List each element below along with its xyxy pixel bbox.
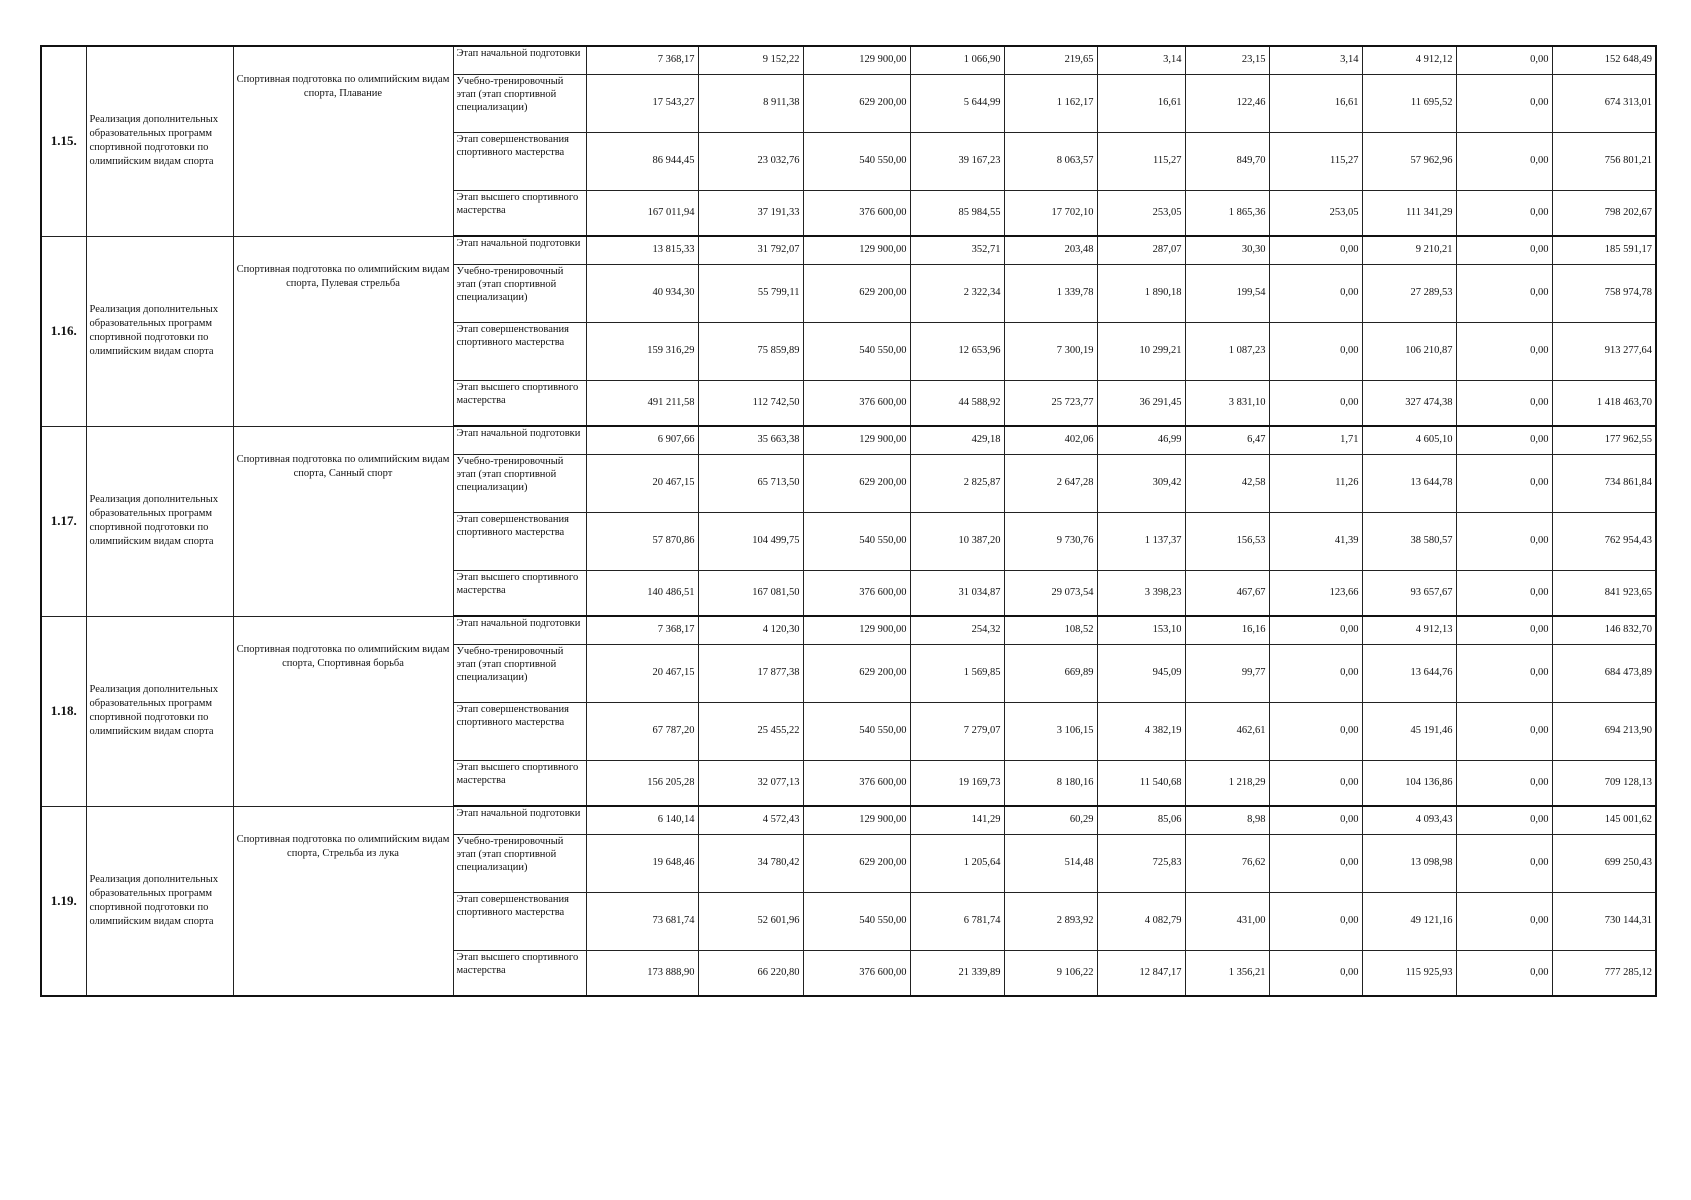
value-cell: 31 034,87 — [910, 570, 1004, 616]
value-cell: 1 137,37 — [1097, 512, 1185, 570]
value-cell: 9 730,76 — [1004, 512, 1097, 570]
value-cell: 75 859,89 — [698, 322, 803, 380]
value-cell: 34 780,42 — [698, 834, 803, 892]
value-cell: 173 888,90 — [586, 950, 698, 996]
value-cell: 1 339,78 — [1004, 264, 1097, 322]
value-cell: 540 550,00 — [803, 322, 910, 380]
value-cell: 756 801,21 — [1552, 132, 1656, 190]
value-cell: 725,83 — [1097, 834, 1185, 892]
value-cell: 66 220,80 — [698, 950, 803, 996]
stage-name: Этап высшего спортивного мастерства — [453, 950, 586, 996]
value-cell: 93 657,67 — [1362, 570, 1456, 616]
stage-name: Этап высшего спортивного мастерства — [453, 190, 586, 236]
value-cell: 8 063,57 — [1004, 132, 1097, 190]
value-cell: 76,62 — [1185, 834, 1269, 892]
value-cell: 699 250,43 — [1552, 834, 1656, 892]
value-cell: 13 644,78 — [1362, 454, 1456, 512]
program-name: Спортивная подготовка по олимпийским видам спорта, Пулевая стрельба — [233, 236, 453, 426]
value-cell: 29 073,54 — [1004, 570, 1097, 616]
program-name: Спортивная подготовка по олимпийским видам спорта, Спортивная борьба — [233, 616, 453, 806]
value-cell: 17 543,27 — [586, 74, 698, 132]
table-body — [41, 46, 1656, 996]
program-name: Спортивная подготовка по олимпийским видам спорта, Стрельба из лука — [233, 806, 453, 996]
value-cell: 253,05 — [1097, 190, 1185, 236]
value-cell: 429,18 — [910, 426, 1004, 454]
value-cell: 777 285,12 — [1552, 950, 1656, 996]
value-cell: 40 934,30 — [586, 264, 698, 322]
value-cell: 798 202,67 — [1552, 190, 1656, 236]
value-cell: 57 962,96 — [1362, 132, 1456, 190]
value-cell: 13 644,76 — [1362, 644, 1456, 702]
value-cell: 758 974,78 — [1552, 264, 1656, 322]
stage-name: Этап совершенствования спортивного мастерства — [453, 702, 586, 760]
stage-name: Этап начальной подготовки — [453, 426, 586, 454]
value-cell: 4 572,43 — [698, 806, 803, 834]
value-cell: 108,52 — [1004, 616, 1097, 644]
value-cell: 0,00 — [1456, 702, 1552, 760]
value-cell: 39 167,23 — [910, 132, 1004, 190]
table-row — [41, 616, 1656, 644]
value-cell: 4 082,79 — [1097, 892, 1185, 950]
value-cell: 540 550,00 — [803, 702, 910, 760]
value-cell: 0,00 — [1269, 264, 1362, 322]
cost-table — [40, 45, 1657, 997]
value-cell: 0,00 — [1456, 570, 1552, 616]
value-cell: 55 799,11 — [698, 264, 803, 322]
value-cell: 3 106,15 — [1004, 702, 1097, 760]
value-cell: 44 588,92 — [910, 380, 1004, 426]
stage-name: Этап высшего спортивного мастерства — [453, 380, 586, 426]
value-cell: 1 162,17 — [1004, 74, 1097, 132]
value-cell: 462,61 — [1185, 702, 1269, 760]
value-cell: 21 339,89 — [910, 950, 1004, 996]
value-cell: 38 580,57 — [1362, 512, 1456, 570]
item-number: 1.18. — [41, 616, 86, 806]
value-cell: 467,67 — [1185, 570, 1269, 616]
value-cell: 9 210,21 — [1362, 236, 1456, 264]
value-cell: 540 550,00 — [803, 892, 910, 950]
value-cell: 0,00 — [1456, 236, 1552, 264]
value-cell: 42,58 — [1185, 454, 1269, 512]
value-cell: 23 032,76 — [698, 132, 803, 190]
value-cell: 0,00 — [1456, 760, 1552, 806]
value-cell: 0,00 — [1269, 616, 1362, 644]
value-cell: 129 900,00 — [803, 236, 910, 264]
value-cell: 112 742,50 — [698, 380, 803, 426]
value-cell: 1 890,18 — [1097, 264, 1185, 322]
value-cell: 85 984,55 — [910, 190, 1004, 236]
value-cell: 309,42 — [1097, 454, 1185, 512]
value-cell: 36 291,45 — [1097, 380, 1185, 426]
value-cell: 46,99 — [1097, 426, 1185, 454]
value-cell: 31 792,07 — [698, 236, 803, 264]
value-cell: 129 900,00 — [803, 46, 910, 74]
value-cell: 674 313,01 — [1552, 74, 1656, 132]
value-cell: 514,48 — [1004, 834, 1097, 892]
value-cell: 12 847,17 — [1097, 950, 1185, 996]
value-cell: 37 191,33 — [698, 190, 803, 236]
value-cell: 1 205,64 — [910, 834, 1004, 892]
value-cell: 0,00 — [1269, 760, 1362, 806]
value-cell: 45 191,46 — [1362, 702, 1456, 760]
value-cell: 25 723,77 — [1004, 380, 1097, 426]
value-cell: 0,00 — [1269, 834, 1362, 892]
value-cell: 8 911,38 — [698, 74, 803, 132]
value-cell: 6,47 — [1185, 426, 1269, 454]
value-cell: 376 600,00 — [803, 380, 910, 426]
value-cell: 4 093,43 — [1362, 806, 1456, 834]
value-cell: 86 944,45 — [586, 132, 698, 190]
value-cell: 0,00 — [1456, 454, 1552, 512]
value-cell: 67 787,20 — [586, 702, 698, 760]
value-cell: 16,16 — [1185, 616, 1269, 644]
value-cell: 4 382,19 — [1097, 702, 1185, 760]
value-cell: 17 877,38 — [698, 644, 803, 702]
value-cell: 0,00 — [1456, 426, 1552, 454]
value-cell: 2 647,28 — [1004, 454, 1097, 512]
value-cell: 0,00 — [1456, 644, 1552, 702]
program-name: Спортивная подготовка по олимпийским видам спорта, Санный спорт — [233, 426, 453, 616]
stage-name: Учебно-тренировочный этап (этап спортивной специализации) — [453, 834, 586, 892]
value-cell: 540 550,00 — [803, 512, 910, 570]
value-cell: 629 200,00 — [803, 644, 910, 702]
value-cell: 2 893,92 — [1004, 892, 1097, 950]
value-cell: 35 663,38 — [698, 426, 803, 454]
value-cell: 99,77 — [1185, 644, 1269, 702]
value-cell: 0,00 — [1456, 132, 1552, 190]
value-cell: 1 418 463,70 — [1552, 380, 1656, 426]
value-cell: 23,15 — [1185, 46, 1269, 74]
value-cell: 129 900,00 — [803, 806, 910, 834]
value-cell: 0,00 — [1269, 892, 1362, 950]
value-cell: 0,00 — [1456, 46, 1552, 74]
stage-name: Этап совершенствования спортивного мастерства — [453, 892, 586, 950]
value-cell: 3,14 — [1269, 46, 1362, 74]
value-cell: 6 781,74 — [910, 892, 1004, 950]
value-cell: 7 368,17 — [586, 616, 698, 644]
value-cell: 0,00 — [1269, 236, 1362, 264]
value-cell: 945,09 — [1097, 644, 1185, 702]
value-cell: 4 120,30 — [698, 616, 803, 644]
value-cell: 57 870,86 — [586, 512, 698, 570]
value-cell: 0,00 — [1456, 512, 1552, 570]
value-cell: 104 499,75 — [698, 512, 803, 570]
stage-name: Учебно-тренировочный этап (этап спортивной специализации) — [453, 264, 586, 322]
value-cell: 106 210,87 — [1362, 322, 1456, 380]
value-cell: 60,29 — [1004, 806, 1097, 834]
value-cell: 0,00 — [1269, 806, 1362, 834]
value-cell: 1 356,21 — [1185, 950, 1269, 996]
value-cell: 3 831,10 — [1185, 380, 1269, 426]
value-cell: 32 077,13 — [698, 760, 803, 806]
value-cell: 6 907,66 — [586, 426, 698, 454]
value-cell: 0,00 — [1456, 380, 1552, 426]
value-cell: 287,07 — [1097, 236, 1185, 264]
value-cell: 0,00 — [1456, 74, 1552, 132]
value-cell: 5 644,99 — [910, 74, 1004, 132]
value-cell: 376 600,00 — [803, 760, 910, 806]
value-cell: 629 200,00 — [803, 834, 910, 892]
value-cell: 629 200,00 — [803, 454, 910, 512]
value-cell: 1,71 — [1269, 426, 1362, 454]
value-cell: 19 169,73 — [910, 760, 1004, 806]
item-number: 1.16. — [41, 236, 86, 426]
table-row — [41, 806, 1656, 834]
value-cell: 153,10 — [1097, 616, 1185, 644]
value-cell: 669,89 — [1004, 644, 1097, 702]
value-cell: 684 473,89 — [1552, 644, 1656, 702]
value-cell: 629 200,00 — [803, 264, 910, 322]
value-cell: 145 001,62 — [1552, 806, 1656, 834]
value-cell: 156,53 — [1185, 512, 1269, 570]
value-cell: 167 011,94 — [586, 190, 698, 236]
value-cell: 376 600,00 — [803, 190, 910, 236]
value-cell: 20 467,15 — [586, 644, 698, 702]
value-cell: 491 211,58 — [586, 380, 698, 426]
value-cell: 11 540,68 — [1097, 760, 1185, 806]
value-cell: 19 648,46 — [586, 834, 698, 892]
value-cell: 431,00 — [1185, 892, 1269, 950]
value-cell: 4 605,10 — [1362, 426, 1456, 454]
table-row — [41, 236, 1656, 264]
stage-name: Этап высшего спортивного мастерства — [453, 570, 586, 616]
value-cell: 104 136,86 — [1362, 760, 1456, 806]
value-cell: 9 106,22 — [1004, 950, 1097, 996]
value-cell: 11,26 — [1269, 454, 1362, 512]
value-cell: 1 569,85 — [910, 644, 1004, 702]
value-cell: 849,70 — [1185, 132, 1269, 190]
stage-name: Этап начальной подготовки — [453, 236, 586, 264]
value-cell: 0,00 — [1269, 702, 1362, 760]
value-cell: 730 144,31 — [1552, 892, 1656, 950]
value-cell: 52 601,96 — [698, 892, 803, 950]
value-cell: 841 923,65 — [1552, 570, 1656, 616]
stage-name: Этап высшего спортивного мастерства — [453, 760, 586, 806]
value-cell: 402,06 — [1004, 426, 1097, 454]
value-cell: 12 653,96 — [910, 322, 1004, 380]
value-cell: 30,30 — [1185, 236, 1269, 264]
value-cell: 0,00 — [1456, 616, 1552, 644]
value-cell: 6 140,14 — [586, 806, 698, 834]
value-cell: 156 205,28 — [586, 760, 698, 806]
value-cell: 376 600,00 — [803, 570, 910, 616]
value-cell: 177 962,55 — [1552, 426, 1656, 454]
table-row — [41, 46, 1656, 74]
value-cell: 2 322,34 — [910, 264, 1004, 322]
value-cell: 0,00 — [1269, 950, 1362, 996]
value-cell: 41,39 — [1269, 512, 1362, 570]
value-cell: 7 279,07 — [910, 702, 1004, 760]
value-cell: 129 900,00 — [803, 616, 910, 644]
value-cell: 65 713,50 — [698, 454, 803, 512]
value-cell: 13 098,98 — [1362, 834, 1456, 892]
value-cell: 913 277,64 — [1552, 322, 1656, 380]
service-name: Реализация дополнительных образовательных программ спортивной подготовки по олимпийским видам спорта — [86, 616, 233, 806]
service-name: Реализация дополнительных образовательных программ спортивной подготовки по олимпийским видам спорта — [86, 426, 233, 616]
value-cell: 27 289,53 — [1362, 264, 1456, 322]
value-cell: 16,61 — [1269, 74, 1362, 132]
value-cell: 17 702,10 — [1004, 190, 1097, 236]
value-cell: 0,00 — [1269, 380, 1362, 426]
value-cell: 8,98 — [1185, 806, 1269, 834]
value-cell: 25 455,22 — [698, 702, 803, 760]
value-cell: 0,00 — [1269, 322, 1362, 380]
value-cell: 0,00 — [1456, 806, 1552, 834]
value-cell: 4 912,13 — [1362, 616, 1456, 644]
value-cell: 3 398,23 — [1097, 570, 1185, 616]
value-cell: 10 299,21 — [1097, 322, 1185, 380]
service-name: Реализация дополнительных образовательных программ спортивной подготовки по олимпийским видам спорта — [86, 46, 233, 236]
value-cell: 16,61 — [1097, 74, 1185, 132]
stage-name: Этап совершенствования спортивного мастерства — [453, 512, 586, 570]
value-cell: 141,29 — [910, 806, 1004, 834]
item-number: 1.15. — [41, 46, 86, 236]
value-cell: 1 066,90 — [910, 46, 1004, 74]
value-cell: 85,06 — [1097, 806, 1185, 834]
value-cell: 7 368,17 — [586, 46, 698, 74]
value-cell: 352,71 — [910, 236, 1004, 264]
value-cell: 2 825,87 — [910, 454, 1004, 512]
value-cell: 122,46 — [1185, 74, 1269, 132]
value-cell: 115 925,93 — [1362, 950, 1456, 996]
value-cell: 123,66 — [1269, 570, 1362, 616]
stage-name: Учебно-тренировочный этап (этап спортивной специализации) — [453, 74, 586, 132]
value-cell: 254,32 — [910, 616, 1004, 644]
value-cell: 159 316,29 — [586, 322, 698, 380]
stage-name: Этап начальной подготовки — [453, 806, 586, 834]
stage-name: Этап совершенствования спортивного мастерства — [453, 132, 586, 190]
service-name: Реализация дополнительных образовательных программ спортивной подготовки по олимпийским видам спорта — [86, 806, 233, 996]
value-cell: 376 600,00 — [803, 950, 910, 996]
value-cell: 253,05 — [1269, 190, 1362, 236]
value-cell: 709 128,13 — [1552, 760, 1656, 806]
value-cell: 115,27 — [1269, 132, 1362, 190]
value-cell: 1 865,36 — [1185, 190, 1269, 236]
value-cell: 327 474,38 — [1362, 380, 1456, 426]
value-cell: 4 912,12 — [1362, 46, 1456, 74]
value-cell: 199,54 — [1185, 264, 1269, 322]
value-cell: 115,27 — [1097, 132, 1185, 190]
value-cell: 8 180,16 — [1004, 760, 1097, 806]
item-number: 1.17. — [41, 426, 86, 616]
value-cell: 734 861,84 — [1552, 454, 1656, 512]
value-cell: 0,00 — [1456, 322, 1552, 380]
value-cell: 73 681,74 — [586, 892, 698, 950]
value-cell: 0,00 — [1456, 264, 1552, 322]
value-cell: 9 152,22 — [698, 46, 803, 74]
value-cell: 7 300,19 — [1004, 322, 1097, 380]
value-cell: 0,00 — [1269, 644, 1362, 702]
value-cell: 0,00 — [1456, 892, 1552, 950]
table-row — [41, 426, 1656, 454]
value-cell: 3,14 — [1097, 46, 1185, 74]
value-cell: 1 218,29 — [1185, 760, 1269, 806]
value-cell: 0,00 — [1456, 950, 1552, 996]
value-cell: 111 341,29 — [1362, 190, 1456, 236]
stage-name: Учебно-тренировочный этап (этап спортивной специализации) — [453, 454, 586, 512]
value-cell: 10 387,20 — [910, 512, 1004, 570]
stage-name: Этап начальной подготовки — [453, 616, 586, 644]
value-cell: 152 648,49 — [1552, 46, 1656, 74]
stage-name: Учебно-тренировочный этап (этап спортивной специализации) — [453, 644, 586, 702]
value-cell: 167 081,50 — [698, 570, 803, 616]
value-cell: 219,65 — [1004, 46, 1097, 74]
value-cell: 1 087,23 — [1185, 322, 1269, 380]
value-cell: 629 200,00 — [803, 74, 910, 132]
stage-name: Этап начальной подготовки — [453, 46, 586, 74]
value-cell: 129 900,00 — [803, 426, 910, 454]
program-name: Спортивная подготовка по олимпийским видам спорта, Плавание — [233, 46, 453, 236]
value-cell: 540 550,00 — [803, 132, 910, 190]
stage-name: Этап совершенствования спортивного мастерства — [453, 322, 586, 380]
value-cell: 146 832,70 — [1552, 616, 1656, 644]
value-cell: 11 695,52 — [1362, 74, 1456, 132]
value-cell: 203,48 — [1004, 236, 1097, 264]
value-cell: 0,00 — [1456, 190, 1552, 236]
value-cell: 140 486,51 — [586, 570, 698, 616]
item-number: 1.19. — [41, 806, 86, 996]
value-cell: 185 591,17 — [1552, 236, 1656, 264]
value-cell: 49 121,16 — [1362, 892, 1456, 950]
value-cell: 762 954,43 — [1552, 512, 1656, 570]
value-cell: 694 213,90 — [1552, 702, 1656, 760]
value-cell: 0,00 — [1456, 834, 1552, 892]
value-cell: 20 467,15 — [586, 454, 698, 512]
value-cell: 13 815,33 — [586, 236, 698, 264]
service-name: Реализация дополнительных образовательных программ спортивной подготовки по олимпийским видам спорта — [86, 236, 233, 426]
